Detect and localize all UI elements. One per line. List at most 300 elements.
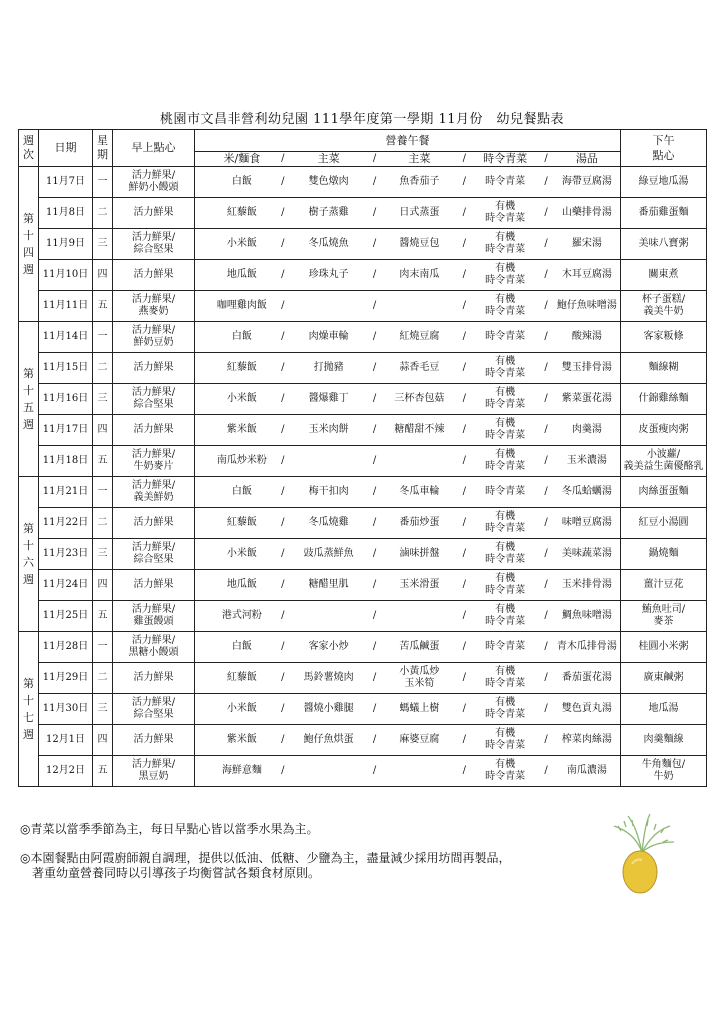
lunch-slash: / — [462, 517, 466, 528]
rice-dish: 紅藜飯 — [226, 362, 257, 373]
lunch-cell — [195, 477, 621, 508]
lunch-slash: / — [281, 765, 285, 776]
table-row — [19, 663, 707, 694]
date-cell: 11月22日 — [39, 508, 93, 539]
leaves — [614, 814, 674, 852]
lunch-slash: / — [462, 734, 466, 745]
afternoon-snack-cell: 紅豆小湯圓 — [621, 508, 707, 539]
lunch-slash: / — [544, 548, 548, 559]
lunch-slash: / — [544, 362, 548, 373]
lunch-slash: / — [544, 300, 548, 311]
lunch-slash: / — [372, 153, 377, 164]
lunch-slash: / — [462, 362, 466, 373]
lunch-cell — [195, 601, 621, 632]
lunch-slash: / — [544, 269, 548, 280]
lunch-cell — [195, 167, 621, 198]
vegetable-dish: 有機 時令青菜 — [485, 759, 526, 782]
soup-dish: 青木瓜排骨湯 — [556, 641, 617, 652]
lunch-slash: / — [544, 672, 548, 683]
weekday-cell: 五 — [93, 291, 113, 322]
notes — [20, 822, 620, 895]
afternoon-snack-cell: 綠豆地瓜湯 — [621, 167, 707, 198]
header-week-text: 週次 — [23, 134, 34, 161]
main-dish-2: 肉末南瓜 — [399, 269, 440, 280]
lunch-slash: / — [462, 393, 466, 404]
lunch-slash: / — [462, 455, 466, 466]
lunch-slash: / — [372, 455, 377, 466]
soup-dish: 鯛魚味噌湯 — [561, 610, 612, 621]
lunch-slash: / — [462, 486, 466, 497]
afternoon-snack-cell: 肉羹麵線 — [621, 725, 707, 756]
soup-dish: 海帶豆腐湯 — [561, 176, 612, 187]
rice-dish: 咖哩雞肉飯 — [216, 300, 267, 311]
main-dish-1: 鮑仔魚烘蛋 — [303, 734, 354, 745]
soup-dish: 紫菜蛋花湯 — [561, 393, 612, 404]
weekday-cell: 一 — [93, 477, 113, 508]
lunch-cell — [195, 725, 621, 756]
rice-dish: 紅藜飯 — [226, 517, 257, 528]
date-cell: 11月30日 — [39, 694, 93, 725]
lunch-cell — [195, 260, 621, 291]
afternoon-snack-cell: 地瓜湯 — [621, 694, 707, 725]
lunch-cell — [195, 539, 621, 570]
lunch-slash: / — [544, 765, 548, 776]
date-cell: 12月1日 — [39, 725, 93, 756]
morning-snack-cell: 活力鮮果/ 鮮奶小饅頭 — [113, 167, 195, 198]
main-dish-1: 肉燥車輪 — [308, 331, 349, 342]
lunch-slash: / — [462, 641, 466, 652]
lunch-slash: / — [462, 672, 466, 683]
date-cell: 11月9日 — [39, 229, 93, 260]
morning-snack-cell: 活力鮮果 — [113, 570, 195, 601]
lunch-slash: / — [372, 734, 377, 745]
lunch-slash: / — [544, 486, 548, 497]
date-cell: 11月18日 — [39, 446, 93, 477]
lunch-slash: / — [544, 176, 548, 187]
lunch-slash: / — [281, 269, 285, 280]
date-cell: 11月7日 — [39, 167, 93, 198]
soup-dish: 美味蔬菜湯 — [561, 548, 612, 559]
lunch-slash: / — [462, 703, 466, 714]
date-cell: 11月17日 — [39, 415, 93, 446]
soup-dish: 羅宋湯 — [571, 238, 602, 249]
afternoon-snack-cell: 廣東鹹粥 — [621, 663, 707, 694]
main-dish-1: 珍珠丸子 — [308, 269, 349, 280]
main-dish-2: 醬燒豆包 — [399, 238, 440, 249]
header-lunch-columns — [195, 152, 621, 167]
lunch-slash: / — [281, 331, 285, 342]
rice-dish: 紅藜飯 — [226, 207, 257, 218]
afternoon-snack-cell: 皮蛋瘦肉粥 — [621, 415, 707, 446]
lunch-slash: / — [462, 153, 466, 164]
weekday-cell: 三 — [93, 539, 113, 570]
lunch-cell — [195, 322, 621, 353]
table-row — [19, 384, 707, 415]
header-afternoon-text: 下午點心 — [652, 134, 675, 162]
vegetable-dish: 有機 時令青菜 — [485, 666, 526, 689]
lunch-slash: / — [462, 610, 466, 621]
rice-dish: 白飯 — [231, 486, 252, 497]
header-afternoon — [621, 130, 707, 167]
week-label-text: 第十四週 — [23, 212, 34, 276]
weekday-cell: 二 — [93, 353, 113, 384]
weekday-cell: 一 — [93, 632, 113, 663]
rice-dish: 白飯 — [231, 641, 252, 652]
lunch-slash: / — [372, 424, 377, 435]
morning-snack-cell: 活力鮮果/ 綜合堅果 — [113, 229, 195, 260]
lunch-cell — [195, 756, 621, 787]
header-morning: 早上點心 — [113, 130, 195, 167]
main-dish-1: 冬瓜燒魚 — [308, 238, 349, 249]
lunch-slash: / — [372, 207, 377, 218]
lunch-slash: / — [372, 238, 377, 249]
table-row — [19, 353, 707, 384]
main-dish-2: 三杯杏包菇 — [394, 393, 445, 404]
week-label — [19, 322, 39, 477]
main-dish-2: 魚香茄子 — [399, 176, 440, 187]
main-dish-2: 日式蒸蛋 — [399, 207, 440, 218]
lunch-slash: / — [281, 486, 285, 497]
soup-dish: 雙玉排骨湯 — [561, 362, 612, 373]
weekday-cell: 一 — [93, 167, 113, 198]
lunch-column-header: 時令青菜 — [483, 152, 528, 165]
lunch-slash: / — [462, 176, 466, 187]
morning-snack-cell: 活力鮮果 — [113, 353, 195, 384]
lunch-slash: / — [372, 765, 377, 776]
lunch-slash: / — [372, 269, 377, 280]
date-cell: 11月23日 — [39, 539, 93, 570]
lunch-slash: / — [462, 269, 466, 280]
table-row — [19, 198, 707, 229]
lunch-slash: / — [544, 610, 548, 621]
rice-dish: 白飯 — [231, 331, 252, 342]
afternoon-snack-cell: 客家粄條 — [621, 322, 707, 353]
soup-dish: 肉羹湯 — [571, 424, 602, 435]
lunch-column-header: 湯品 — [575, 152, 598, 165]
main-dish-1: 梅干扣肉 — [308, 486, 349, 497]
vegetable-dish: 時令青菜 — [485, 486, 526, 497]
lunch-slash: / — [372, 641, 377, 652]
date-cell: 11月14日 — [39, 322, 93, 353]
week-label — [19, 632, 39, 787]
date-cell: 11月15日 — [39, 353, 93, 384]
table-row — [19, 632, 707, 663]
header-weekday-text: 星期 — [97, 134, 108, 161]
lunch-slash: / — [544, 455, 548, 466]
note-1: ◎青菜以當季季節為主，每日早點心皆以當季水果為主。 — [20, 822, 319, 836]
weekday-cell: 二 — [93, 663, 113, 694]
table-row — [19, 508, 707, 539]
lunch-slash: / — [462, 548, 466, 559]
lunch-slash: / — [281, 734, 285, 745]
lunch-cell — [195, 291, 621, 322]
rice-dish: 小米飯 — [226, 238, 257, 249]
main-dish-2: 滷味拼盤 — [399, 548, 440, 559]
morning-snack-cell: 活力鮮果 — [113, 415, 195, 446]
lunch-slash: / — [544, 238, 548, 249]
week-label-text: 第十六週 — [23, 522, 34, 586]
soup-dish: 玉米濃湯 — [566, 455, 607, 466]
date-cell: 11月11日 — [39, 291, 93, 322]
lunch-slash: / — [281, 455, 285, 466]
morning-snack-cell: 活力鮮果/ 黑糖小饅頭 — [113, 632, 195, 663]
afternoon-snack-cell: 薑汁豆花 — [621, 570, 707, 601]
soup-dish: 冬瓜蛤蠣湯 — [561, 486, 612, 497]
lunch-slash: / — [372, 331, 377, 342]
table-row — [19, 725, 707, 756]
weekday-cell: 四 — [93, 260, 113, 291]
lunch-slash: / — [281, 548, 285, 559]
afternoon-snack-cell: 鮪魚吐司/ 麥茶 — [621, 601, 707, 632]
lunch-column-header: 主菜 — [317, 152, 340, 165]
lunch-column-header: 米/麵食 — [223, 152, 261, 165]
lunch-slash: / — [281, 393, 285, 404]
main-dish-1: 醬燒小雞腿 — [303, 703, 354, 714]
main-dish-1: 馬鈴薯燒肉 — [303, 672, 354, 683]
lunch-column-header: 主菜 — [408, 152, 431, 165]
morning-snack-cell: 活力鮮果/ 綜合堅果 — [113, 694, 195, 725]
table-row — [19, 415, 707, 446]
afternoon-snack-cell: 肉絲蛋蛋麵 — [621, 477, 707, 508]
lunch-slash: / — [462, 238, 466, 249]
lunch-slash: / — [281, 362, 285, 373]
table-row — [19, 446, 707, 477]
lunch-slash: / — [281, 238, 285, 249]
lunch-slash: / — [544, 517, 548, 528]
morning-snack-cell: 活力鮮果 — [113, 198, 195, 229]
soup-dish: 雙色貢丸湯 — [561, 703, 612, 714]
vegetable-dish: 有機 時令青菜 — [485, 697, 526, 720]
soup-dish: 番茄蛋花湯 — [561, 672, 612, 683]
morning-snack-cell: 活力鮮果/ 黑豆奶 — [113, 756, 195, 787]
table-row — [19, 570, 707, 601]
lunch-slash: / — [372, 610, 377, 621]
rice-dish: 小米飯 — [226, 393, 257, 404]
lunch-slash: / — [372, 703, 377, 714]
lunch-slash: / — [281, 517, 285, 528]
main-dish-2: 冬瓜車輪 — [399, 486, 440, 497]
lunch-slash: / — [462, 300, 466, 311]
header-week — [19, 130, 39, 167]
lunch-slash: / — [372, 672, 377, 683]
main-dish-1: 豉瓜蒸鮮魚 — [303, 548, 354, 559]
morning-snack-cell: 活力鮮果 — [113, 725, 195, 756]
date-cell: 11月28日 — [39, 632, 93, 663]
soup-dish: 味噌豆腐湯 — [561, 517, 612, 528]
weekday-cell: 五 — [93, 756, 113, 787]
main-dish-1: 打拋豬 — [313, 362, 344, 373]
weekday-cell: 四 — [93, 415, 113, 446]
lunch-slash: / — [544, 734, 548, 745]
main-dish-2: 蒜香毛豆 — [399, 362, 440, 373]
header-lunch: 營養午餐 — [195, 130, 621, 152]
morning-snack-cell: 活力鮮果 — [113, 260, 195, 291]
morning-snack-cell: 活力鮮果/ 鮮奶豆奶 — [113, 322, 195, 353]
weekday-cell: 五 — [93, 446, 113, 477]
morning-snack-cell: 活力鮮果/ 牛奶麥片 — [113, 446, 195, 477]
table-row — [19, 229, 707, 260]
table-row — [19, 694, 707, 725]
date-cell: 11月16日 — [39, 384, 93, 415]
table-row — [19, 260, 707, 291]
lunch-slash: / — [372, 517, 377, 528]
rice-dish: 海鮮意麵 — [221, 765, 262, 776]
week-label — [19, 167, 39, 322]
lunch-cell — [195, 694, 621, 725]
note-2: ◎本園餐點由阿霞廚師親自調理，提供以低油、低糖、少鹽為主，盡量減少採用坊間再製品， 著重幼童營養同時以引導孩子均衡嘗試各類食材原則。 — [20, 851, 511, 880]
soup-dish: 酸辣湯 — [571, 331, 602, 342]
table-row — [19, 291, 707, 322]
morning-snack-cell: 活力鮮果/ 義美鮮奶 — [113, 477, 195, 508]
vegetable-dish: 有機 時令青菜 — [485, 511, 526, 534]
table-row — [19, 167, 707, 198]
lunch-cell — [195, 570, 621, 601]
lunch-slash: / — [462, 331, 466, 342]
lunch-slash: / — [544, 153, 548, 164]
lunch-cell — [195, 229, 621, 260]
weekday-cell: 一 — [93, 322, 113, 353]
weekday-cell: 五 — [93, 601, 113, 632]
vegetable-dish: 有機 時令青菜 — [485, 201, 526, 224]
rice-dish: 小米飯 — [226, 703, 257, 714]
afternoon-snack-cell: 什錦雞絲麵 — [621, 384, 707, 415]
rice-dish: 紅藜飯 — [226, 672, 257, 683]
week-label-text: 第十七週 — [23, 677, 34, 741]
weekday-cell: 二 — [93, 198, 113, 229]
main-dish-2: 麻婆豆腐 — [399, 734, 440, 745]
morning-snack-cell: 活力鮮果 — [113, 508, 195, 539]
lunch-slash: / — [544, 207, 548, 218]
weekday-cell: 四 — [93, 725, 113, 756]
main-dish-1: 玉米肉餅 — [308, 424, 349, 435]
lunch-slash: / — [544, 579, 548, 590]
lunch-slash: / — [544, 331, 548, 342]
vegetable-dish: 有機 時令青菜 — [485, 263, 526, 286]
lunch-slash: / — [544, 703, 548, 714]
soup-dish: 木耳豆腐湯 — [561, 269, 612, 280]
soup-dish: 玉米排骨湯 — [561, 579, 612, 590]
mango-illustration — [606, 812, 676, 898]
date-cell: 11月25日 — [39, 601, 93, 632]
mango-fruit — [623, 851, 657, 893]
afternoon-snack-cell: 杯子蛋糕/ 義美牛奶 — [621, 291, 707, 322]
rice-dish: 南瓜炒米粉 — [216, 455, 267, 466]
week-label — [19, 477, 39, 632]
week-label-text: 第十五週 — [23, 367, 34, 431]
vegetable-dish: 時令青菜 — [485, 176, 526, 187]
lunch-slash: / — [462, 765, 466, 776]
weekday-cell: 三 — [93, 384, 113, 415]
lunch-cell — [195, 384, 621, 415]
soup-dish: 山藥排骨湯 — [561, 207, 612, 218]
lunch-slash: / — [462, 424, 466, 435]
lunch-cell — [195, 508, 621, 539]
lunch-slash: / — [281, 703, 285, 714]
table-row — [19, 539, 707, 570]
lunch-slash: / — [372, 579, 377, 590]
soup-dish: 南瓜濃湯 — [566, 765, 607, 776]
lunch-slash: / — [372, 393, 377, 404]
lunch-slash: / — [372, 486, 377, 497]
lunch-cell — [195, 415, 621, 446]
lunch-slash: / — [544, 424, 548, 435]
main-dish-1: 客家小炒 — [308, 641, 349, 652]
morning-snack-cell: 活力鮮果 — [113, 663, 195, 694]
lunch-slash: / — [281, 641, 285, 652]
afternoon-snack-cell: 關東煮 — [621, 260, 707, 291]
rice-dish: 紫米飯 — [226, 424, 257, 435]
main-dish-1: 雙色燉肉 — [308, 176, 349, 187]
vegetable-dish: 時令青菜 — [485, 641, 526, 652]
main-dish-1: 醬爆雞丁 — [308, 393, 349, 404]
vegetable-dish: 有機 時令青菜 — [485, 232, 526, 255]
main-dish-2: 小黃瓜炒 玉米筍 — [399, 666, 440, 689]
main-dish-2: 糖醋甜不辣 — [394, 424, 445, 435]
rice-dish: 紫米飯 — [226, 734, 257, 745]
main-dish-1: 樹子蒸雞 — [308, 207, 349, 218]
page-title: 桃園市文昌非營利幼兒園 111學年度第一學期 11月份 幼兒餐點表 — [159, 112, 565, 127]
table-row — [19, 322, 707, 353]
soup-dish: 榨菜肉絲湯 — [561, 734, 612, 745]
lunch-slash: / — [372, 300, 377, 311]
lunch-cell — [195, 632, 621, 663]
rice-dish: 小米飯 — [226, 548, 257, 559]
afternoon-snack-cell: 番茄雞蛋麵 — [621, 198, 707, 229]
morning-snack-cell: 活力鮮果/ 燕麥奶 — [113, 291, 195, 322]
vegetable-dish: 有機 時令青菜 — [485, 604, 526, 627]
afternoon-snack-cell: 小波蘿/ 義美益生菌優酪乳 — [621, 446, 707, 477]
date-cell: 11月8日 — [39, 198, 93, 229]
date-cell: 11月24日 — [39, 570, 93, 601]
lunch-slash: / — [372, 362, 377, 373]
afternoon-snack-cell: 牛角麵包/ 牛奶 — [621, 756, 707, 787]
weekday-cell: 三 — [93, 229, 113, 260]
date-cell: 11月10日 — [39, 260, 93, 291]
vegetable-dish: 有機 時令青菜 — [485, 418, 526, 441]
weekday-cell: 二 — [93, 508, 113, 539]
afternoon-snack-cell: 桂圓小米粥 — [621, 632, 707, 663]
header-date: 日期 — [39, 130, 93, 167]
lunch-slash: / — [372, 176, 377, 187]
vegetable-dish: 有機 時令青菜 — [485, 728, 526, 751]
lunch-slash: / — [281, 672, 285, 683]
main-dish-2: 紅燒豆腐 — [399, 331, 440, 342]
weekday-cell: 三 — [93, 694, 113, 725]
vegetable-dish: 有機 時令青菜 — [485, 573, 526, 596]
rice-dish: 地瓜飯 — [226, 269, 257, 280]
date-cell: 12月2日 — [39, 756, 93, 787]
lunch-cell — [195, 353, 621, 384]
main-dish-2: 螞蟻上樹 — [399, 703, 440, 714]
lunch-slash: / — [544, 393, 548, 404]
lunch-slash: / — [281, 579, 285, 590]
morning-snack-cell: 活力鮮果/ 綜合堅果 — [113, 539, 195, 570]
table-row — [19, 477, 707, 508]
header-weekday — [93, 130, 113, 167]
vegetable-dish: 有機 時令青菜 — [485, 542, 526, 565]
lunch-slash: / — [281, 610, 285, 621]
table-row — [19, 601, 707, 632]
lunch-slash: / — [281, 207, 285, 218]
vegetable-dish: 時令青菜 — [485, 331, 526, 342]
vegetable-dish: 有機 時令青菜 — [485, 449, 526, 472]
table-row — [19, 756, 707, 787]
lunch-slash: / — [372, 548, 377, 559]
vegetable-dish: 有機 時令青菜 — [485, 356, 526, 379]
afternoon-snack-cell: 美味八寶粥 — [621, 229, 707, 260]
weekday-cell: 四 — [93, 570, 113, 601]
morning-snack-cell: 活力鮮果/ 綜合堅果 — [113, 384, 195, 415]
